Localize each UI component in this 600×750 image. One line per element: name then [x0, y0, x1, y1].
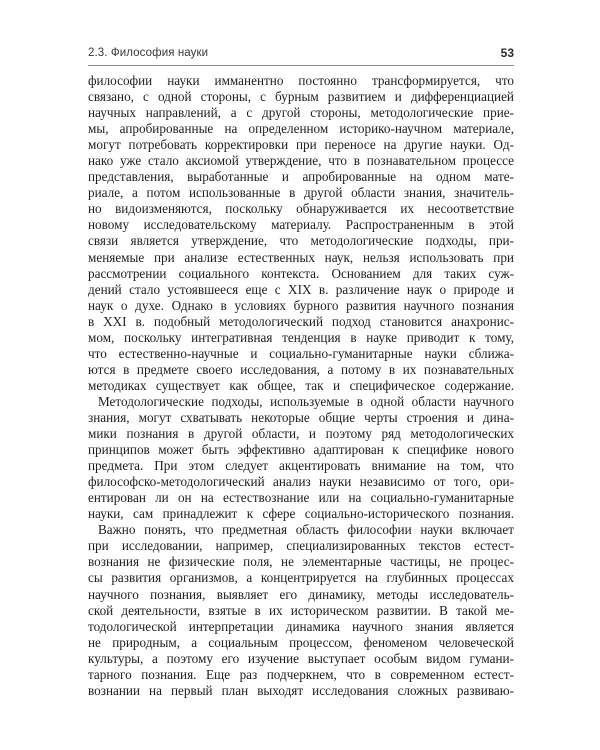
text-line: не природным, а социальным процессом, феноменом человеческой	[88, 634, 514, 650]
text-line: науки, сам принадлежит к сфере социально-исторического познания.	[88, 506, 514, 522]
text-line: представления, выработанные и апробированные на одном мате-	[88, 169, 514, 185]
text-line: в XXI в. подобный методологический подход становится анахронис-	[88, 313, 514, 329]
text-line: вознания не физические поля, не элементарные частицы, не процес-	[88, 554, 514, 570]
text-line: Важно понять, что предметная область философии науки включает	[98, 522, 514, 538]
text-line: мики познания в другой области, и поэтому ряд методологических	[88, 426, 514, 442]
text-line: ентирован ли он на естествознание или на социально-гуманитарные	[88, 490, 514, 506]
text-line: меняемые при анализе естественных наук, нельзя использовать при	[88, 249, 514, 265]
text-line: ются в предмете своего исследования, а потому в их познавательных	[88, 361, 514, 377]
page-number: 53	[500, 46, 514, 60]
text-line: сы развития организмов, а концентрируется на глубинных процессах	[88, 570, 514, 586]
text-line: рассмотрении социального контекста. Основанием для таких суж-	[88, 265, 514, 281]
text-line: тодологической интерпретации динамика научного знания является	[88, 618, 514, 634]
text-line: методиках существует как общее, так и специфическое содержание.	[88, 377, 514, 393]
text-line: философии науки имманентно постоянно трансформируется, что	[88, 73, 514, 88]
text-line: но видоизменяются, поскольку обнаруживается их несоответствие	[88, 201, 514, 217]
text-line: риале, а потом использованные в другой области знания, значитель-	[88, 185, 514, 201]
text-line: научного познания, выявляет его динамику, методы исследователь-	[88, 586, 514, 602]
text-line: принципов может быть эффективно адаптирован к специфике нового	[88, 442, 514, 458]
text-line: философско-методологический анализ науки независимо от того, ори-	[88, 474, 514, 490]
text-line: предмета. При этом следует акцентировать внимание на том, что	[88, 458, 514, 474]
section-title: 2.3. Философия науки	[88, 47, 209, 59]
text-line: ской деятельности, взятые в их историческом развитии. В такой ме-	[88, 602, 514, 618]
text-line: нако уже стало аксиомой утверждение, что в познавательном процессе	[88, 153, 514, 169]
text-line: наук о духе. Однако в условиях бурного развития научного познания	[88, 297, 514, 313]
text-line: при исследовании, например, специализированных текстов естест-	[88, 538, 514, 554]
text-line: новому исследовательскому материалу. Распространенным в этой	[88, 217, 514, 233]
text-line: культуры, а поэтому его изучение выступает особым видом гумани-	[88, 650, 514, 666]
text-line: научных направлений, а с другой стороны, методологические прие-	[88, 105, 514, 121]
text-line: связано, с одной стороны, с бурным развитием и дифференциацией	[88, 89, 514, 105]
text-line: вознании на первый план выходят исследования сложных развиваю-	[88, 682, 514, 698]
running-head	[88, 45, 514, 66]
text-line: мом, поскольку интегративная тенденция в науке приводит к тому,	[88, 329, 514, 345]
text-line: могут потребовать корректировки при переносе на другие науки. Од-	[88, 137, 514, 153]
body-text	[88, 73, 514, 699]
text-line: дений стало устоявшееся еще с XIX в. различение наук о природе и	[88, 281, 514, 297]
text-line: Методологические подходы, используемые в одной области научного	[98, 393, 514, 409]
text-line: связи является утверждение, что методологические подходы, при-	[88, 233, 514, 249]
text-line: мы, апробированные на определенном историко-научном материале,	[88, 121, 514, 137]
text-line: тарного познания. Еще раз подчеркнем, что в современном естест-	[88, 666, 514, 682]
text-line: что естественно-научные и социально-гуманитарные науки сближа-	[88, 345, 514, 361]
text-line: знания, могут схватывать некоторые общие черты строения и дина-	[88, 409, 514, 425]
